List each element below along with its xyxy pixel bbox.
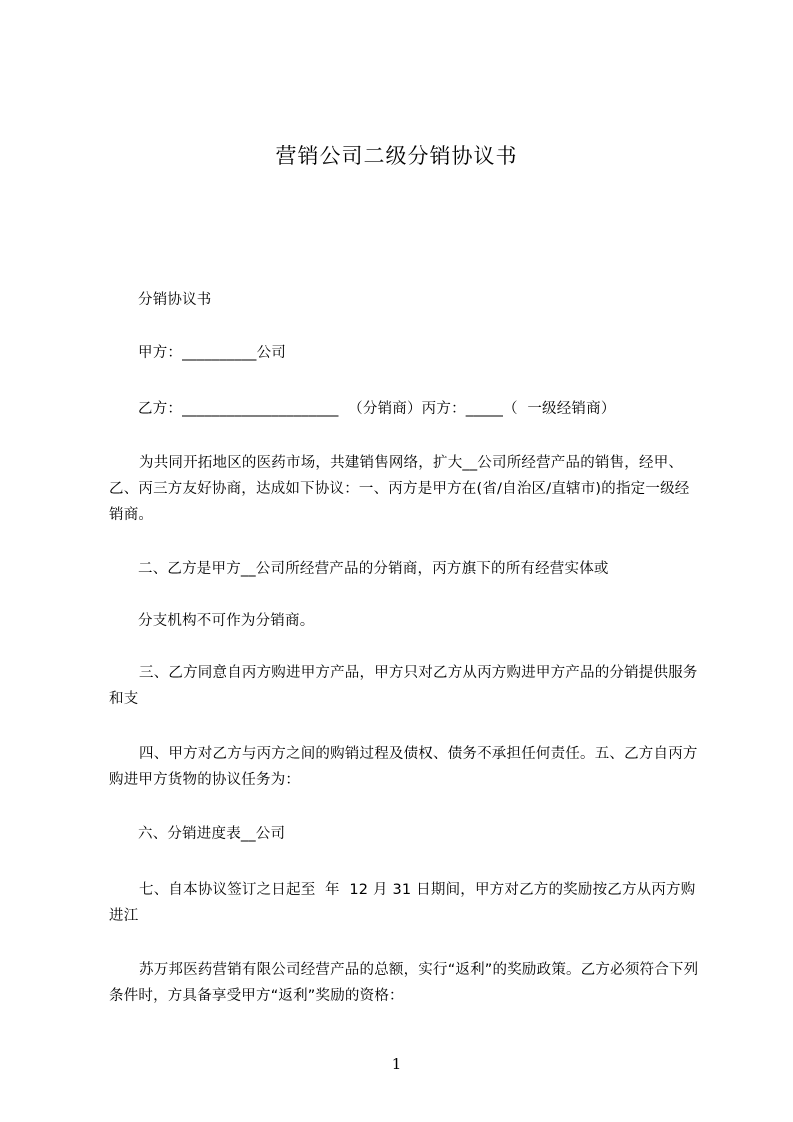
paragraph-clause-6: 六、分销进度表__公司 xyxy=(138,826,286,842)
paragraph-preamble: 为共同开拓地区的医药市场，共建销售网络，扩大__公司所经营产品的销售，经甲、乙、丙三方友好协商，达成如下协议：一、丙方是甲方在(省/自治区/直辖市)的指定一级经销商。 xyxy=(109,455,690,523)
paragraph-clause-4-5: 四、甲方对乙方与丙方之间的购销过程及债权、债务不承担任何责任。五、乙方自丙方购进甲方货物的协议任务为： xyxy=(109,746,698,788)
page-number: 1 xyxy=(391,1055,402,1073)
paragraph-clause-7: 七、自本协议签订之日起至 年 12 月 31 日期间，甲方对乙方的奖励按乙方从丙方购进江 xyxy=(109,882,696,924)
paragraph-clause-3: 三、乙方同意自丙方购进甲方产品，甲方只对乙方从丙方购进甲方产品的分销提供服务和支 xyxy=(109,665,698,707)
paragraph-clause-2: 二、乙方是甲方__公司所经营产品的分销商，丙方旗下的所有经营实体或 xyxy=(138,561,609,577)
document-title: 营销公司二级分销协议书 xyxy=(275,144,518,168)
paragraph-clause-7-cont: 苏万邦医药营销有限公司经营产品的总额，实行“返利”的奖励政策。乙方必须符合下列条件时，方具备享受甲方“返利”奖励的资格： xyxy=(109,962,699,1004)
party-a-line: 甲方：__________公司 xyxy=(138,345,286,361)
party-b-c-line: 乙方：_____________________ （分销商）丙方：_____（ 一级经销商） xyxy=(138,401,616,417)
paragraph-heading: 分销协议书 xyxy=(138,292,212,308)
paragraph-clause-2-cont: 分支机构不可作为分销商。 xyxy=(138,613,315,629)
